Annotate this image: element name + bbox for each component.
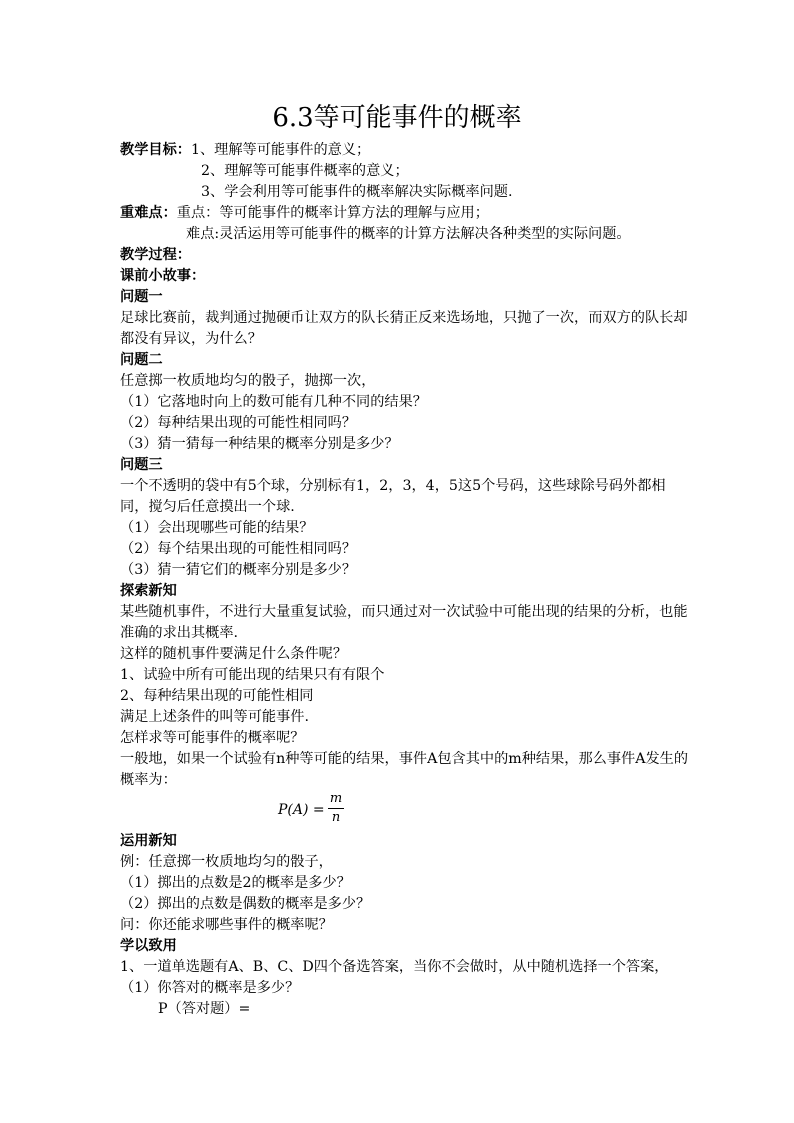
question-2-item: （2）每种结果出现的可能性相同吗？ xyxy=(120,415,357,431)
question-3-item: （2）每个结果出现的可能性相同吗？ xyxy=(120,541,357,557)
general-statement: 一般地，如果一个试验有n种等可能的结果，事件A包含其中的m种结果，那么事件A发生的概率为： xyxy=(120,751,689,788)
formula-denominator: n xyxy=(331,810,341,825)
how-question: 怎样求等可能事件的概率呢？ xyxy=(120,730,305,746)
question-3-heading: 问题三 xyxy=(120,457,163,473)
formula-fraction xyxy=(328,791,344,826)
practice-question: （1）你答对的概率是多少？ xyxy=(120,980,300,996)
example-text: 例：任意掷一枚质地均匀的骰子， xyxy=(120,854,333,870)
explore-question: 这样的随机事件要满足什么条件呢？ xyxy=(120,646,348,662)
question-2-heading: 问题二 xyxy=(120,352,163,368)
objective-item: 3、学会利用等可能事件的概率解决实际概率问题. xyxy=(201,184,513,200)
condition-2: 2、每种结果出现的可能性相同 xyxy=(120,688,314,704)
apply-heading: 运用新知 xyxy=(120,833,177,849)
difficulty-line xyxy=(120,203,690,224)
question-2-intro: 任意掷一枚质地均匀的骰子，抛掷一次， xyxy=(120,373,376,389)
fraction-bar xyxy=(328,808,344,809)
practice-paragraph: 1、一道单选题有A、B、C、D四个备选答案，当你不会做时，从中随机选择一个答案， xyxy=(120,959,669,975)
objective-item: 1、理解等可能事件的意义； xyxy=(190,142,371,158)
key-point: 重点：等可能事件的概率计算方法的理解与应用； xyxy=(176,205,489,221)
question-2-item: （1）它落地时向上的数可能有几种不同的结果？ xyxy=(120,394,427,410)
probability-formula xyxy=(120,791,690,831)
question-1-text: 足球比赛前，裁判通过抛硬币让双方的队长猜正反来选场地，只抛了一次，而双方的队长却都没有异议，为什么？ xyxy=(120,310,688,347)
objectives-label: 教学目标： xyxy=(120,142,191,158)
condition-1: 1、试验中所有可能出现的结果只有有限个 xyxy=(120,667,385,683)
process-label: 教学过程： xyxy=(120,247,191,263)
formula-lhs: P(A) = xyxy=(278,802,325,818)
hard-point: 难点:灵活运用等可能事件的概率的计算方法解决各种类型的实际问题。 xyxy=(186,226,631,242)
definition: 满足上述条件的叫等可能事件. xyxy=(120,709,309,725)
difficulty-label: 重难点： xyxy=(120,205,177,221)
document-body xyxy=(120,140,690,1020)
story-label: 课前小故事： xyxy=(120,268,206,284)
explore-heading: 探索新知 xyxy=(120,583,177,599)
practice-heading: 学以致用 xyxy=(120,938,177,954)
formula-numerator: m xyxy=(329,791,343,806)
page-title: 6.3等可能事件的概率 xyxy=(272,103,522,133)
objective-line-1 xyxy=(120,140,690,161)
example-ask: 问：你还能求哪些事件的概率呢？ xyxy=(120,917,333,933)
objective-item: 2、理解等可能事件概率的意义； xyxy=(201,163,409,179)
question-3-intro: 一个不透明的袋中有5个球，分别标有1，2，3，4，5这5个号码，这些球除号码外都相同，搅匀后任意摸出一个球. xyxy=(120,478,666,515)
question-3-item: （3）猜一猜它们的概率分别是多少？ xyxy=(120,562,357,578)
question-2-item: （3）猜一猜每一种结果的概率分别是多少？ xyxy=(120,436,399,452)
question-1-heading: 问题一 xyxy=(120,289,163,305)
example-item: （2）掷出的点数是偶数的概率是多少？ xyxy=(120,896,371,912)
question-3-item: （1）会出现哪些可能的结果？ xyxy=(120,520,314,536)
explore-paragraph: 某些随机事件，不进行大量重复试验，而只通过对一次试验中可能出现的结果的分析，也能准确的求出其概率. xyxy=(120,604,688,641)
example-item: （1）掷出的点数是2的概率是多少？ xyxy=(120,875,351,891)
practice-answer: P（答对题）= xyxy=(158,1001,251,1017)
